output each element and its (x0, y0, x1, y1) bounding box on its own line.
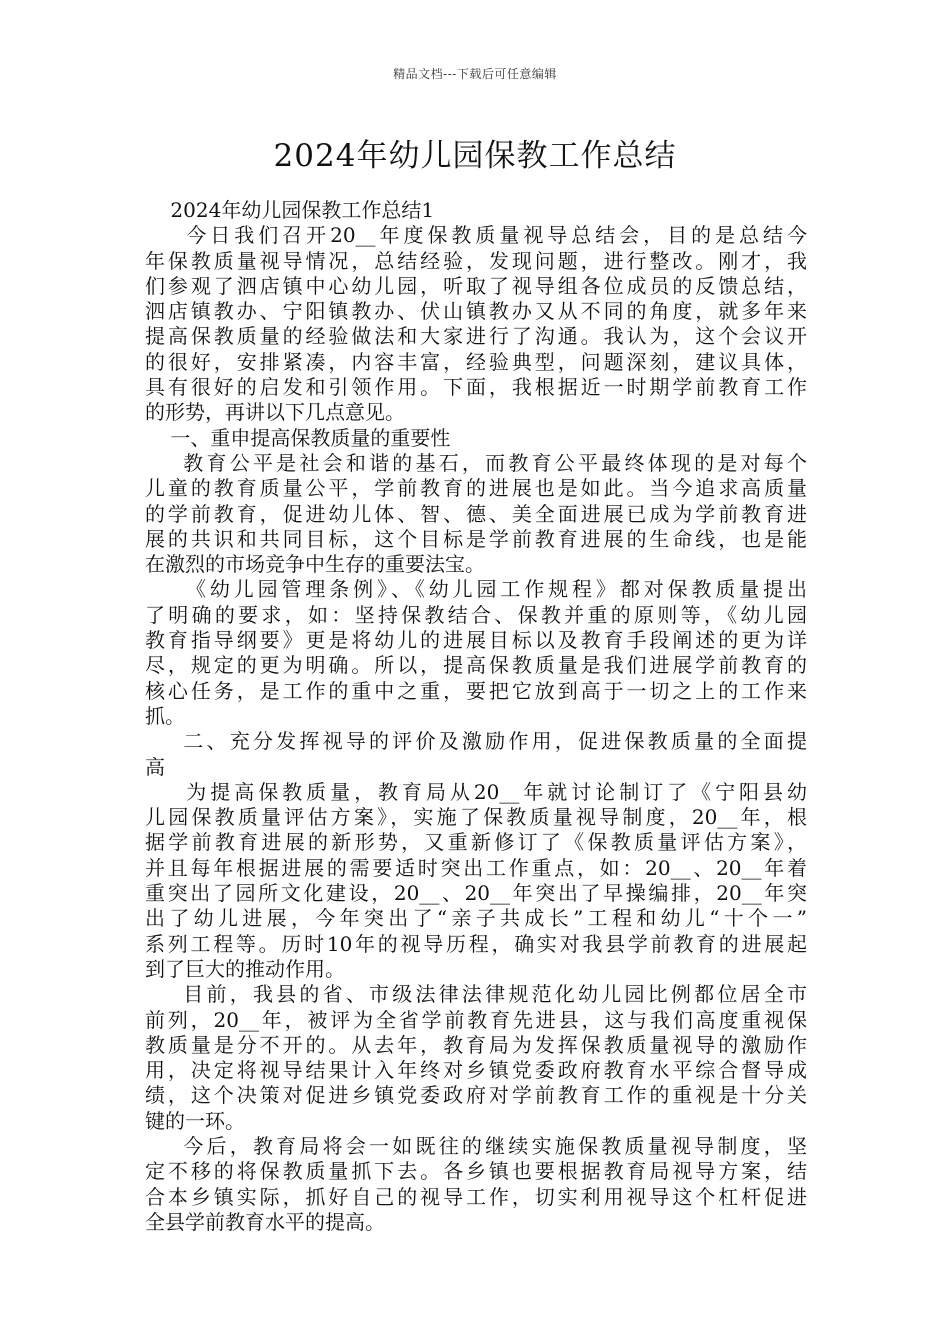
text-line: 在激烈的市场竞争中生存的重要法宝。 (145, 552, 485, 577)
text-line: 年保教质量视导情况，总结经验，发现问题，进行整改。刚才，我 (145, 248, 807, 273)
text-line: 绩，这个决策对促进乡镇党委政府对学前教育工作的重视是十分关 (145, 1083, 807, 1108)
text-line: 并且每年根据进展的需要适时突出工作重点，如：20__、20__年着 (145, 855, 807, 880)
text-line: 了明确的要求，如：坚持保教结合、保教并重的原则等，《幼儿园 (145, 602, 807, 627)
text-line: 泗店镇教办、宁阳镇教办、伏山镇教办又从不同的角度，就多年来 (145, 299, 807, 324)
page-title: 2024年幼儿园保教工作总结 (273, 138, 677, 174)
text-line: 抓。 (145, 703, 185, 728)
text-line: 2024年幼儿园保教工作总结1 (145, 198, 435, 222)
text-line: 的很好，安排紧凑，内容丰富，经验典型，问题深刻，建议具体， (145, 349, 807, 374)
text-line: 重突出了园所文化建设，20__、20__年突出了早操编排，20__年突 (145, 881, 807, 906)
text-line: 今后，教育局将会一如既往的继续实施保教质量视导制度，坚 (145, 1133, 807, 1158)
text-line: 二、充分发挥视导的评价及激励作用，促进保教质量的全面提 (145, 729, 807, 754)
text-line: 合本乡镇实际，抓好自己的视导工作，切实利用视导这个杠杆促进 (145, 1184, 807, 1209)
text-line: 儿童的教育质量公平，学前教育的进展也是如此。当今追求高质量 (145, 476, 807, 501)
text-line: 全县学前教育水平的提高。 (145, 1209, 385, 1234)
text-line: 到了巨大的推动作用。 (145, 956, 345, 981)
text-line: 儿园保教质量评估方案》，实施了保教质量视导制度，20__年，根 (145, 805, 807, 830)
text-line: 核心任务，是工作的重中之重，要把它放到高于一切之上的工作来 (145, 678, 807, 703)
text-line: 的形势，再讲以下几点意见。 (145, 400, 405, 425)
page-header: 精品文档---下载后可任意编辑 (393, 67, 557, 81)
text-line: 一、重申提高保教质量的重要性 (145, 425, 451, 450)
text-line: 键的一环。 (145, 1108, 245, 1133)
text-line: 尽，规定的更为明确。所以，提高保教质量是我们进展学前教育的 (145, 653, 807, 678)
text-line: 高 (145, 754, 165, 779)
document-body (145, 198, 807, 1235)
text-line: 教育指导纲要》更是将幼儿的进展目标以及教育手段阐述的更为详 (145, 628, 807, 653)
text-line: 教质量是分不开的。从去年，教育局为发挥保教质量视导的激励作 (145, 1032, 807, 1057)
text-line: 具有很好的启发和引领作用。下面，我根据近一时期学前教育工作 (145, 375, 807, 400)
text-line: 今日我们召开20__年度保教质量视导总结会，目的是总结今 (145, 223, 807, 248)
text-line: 系列工程等。历时10年的视导历程，确实对我县学前教育的进展起 (145, 931, 807, 956)
text-line: 出了幼儿进展，今年突出了“亲子共成长”工程和幼儿“十个一” (145, 906, 807, 931)
text-line: 的学前教育，促进幼儿体、智、德、美全面进展已成为学前教育进 (145, 501, 807, 526)
text-line: 教育公平是社会和谐的基石，而教育公平最终体现的是对每个 (145, 450, 807, 475)
text-line: 前列，20__年，被评为全省学前教育先进县，这与我们高度重视保 (145, 1007, 807, 1032)
text-line: 用，决定将视导结果计入年终对乡镇党委政府教育水平综合督导成 (145, 1058, 807, 1083)
text-line: 定不移的将保教质量抓下去。各乡镇也要根据教育局视导方案，结 (145, 1159, 807, 1184)
text-line: 为提高保教质量，教育局从20__年就讨论制订了《宁阳县幼 (145, 779, 807, 804)
text-line: 《幼儿园管理条例》、《幼儿园工作规程》都对保教质量提出 (145, 577, 807, 602)
text-line: 们参观了泗店镇中心幼儿园，听取了视导组各位成员的反馈总结， (145, 273, 807, 298)
text-line: 目前，我县的省、市级法律法律规范化幼儿园比例都位居全市 (145, 982, 807, 1007)
text-line: 据学前教育进展的新形势，又重新修订了《保教质量评估方案》， (145, 830, 807, 855)
text-line: 提高保教质量的经验做法和大家进行了沟通。我认为，这个会议开 (145, 324, 807, 349)
text-line: 展的共识和共同目标，这个目标是学前教育进展的生命线，也是能 (145, 526, 807, 551)
